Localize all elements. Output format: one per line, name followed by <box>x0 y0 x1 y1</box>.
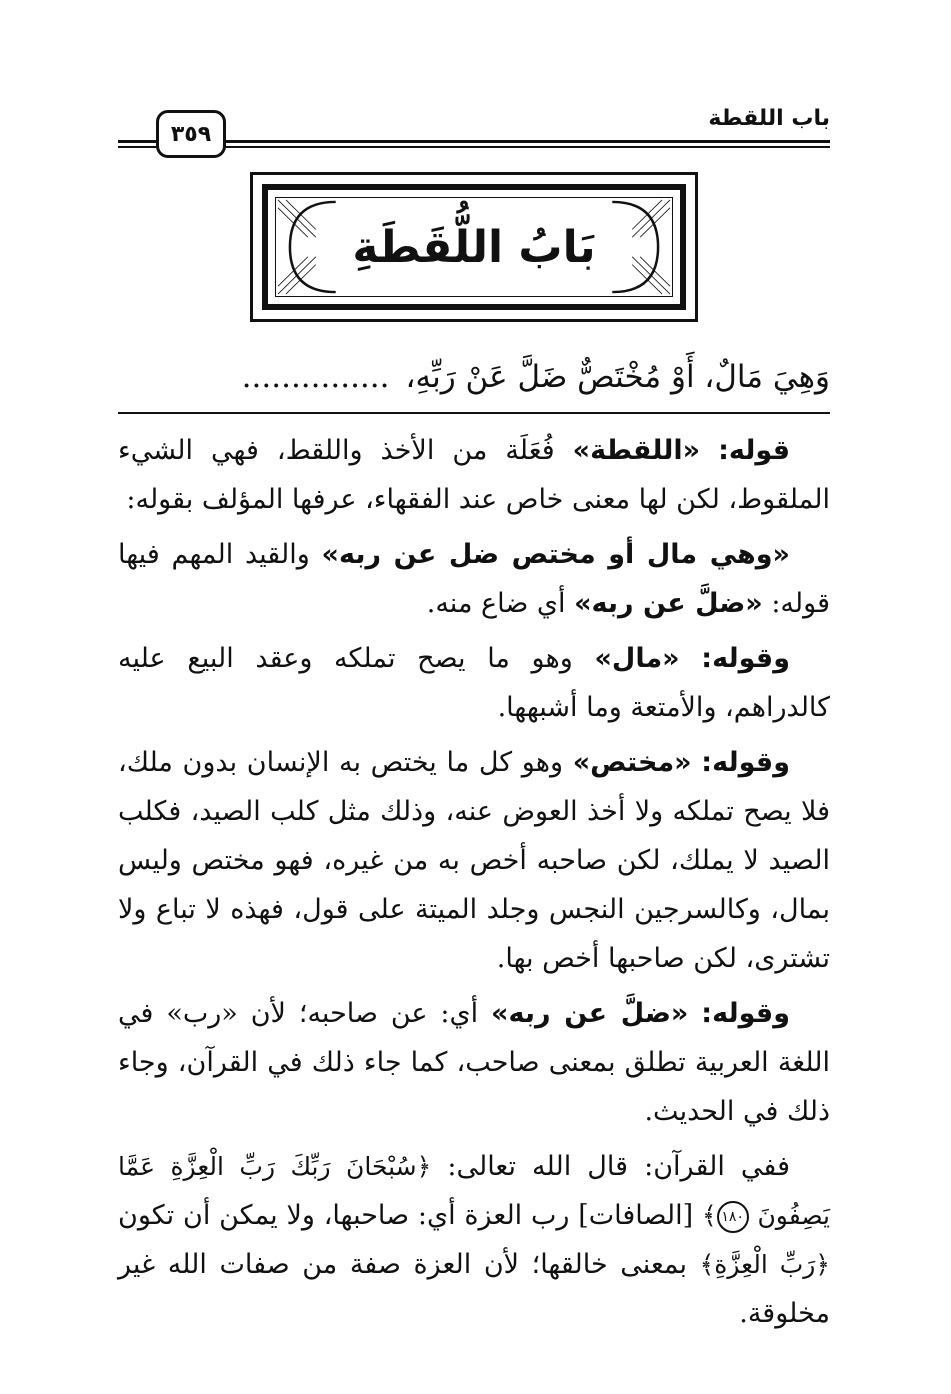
running-header <box>118 104 830 160</box>
paragraph-text: ففي القرآن: قال الله تعالى: <box>431 1151 790 1182</box>
paragraph-text: وهو كل ما يختص به الإنسان بدون ملك، فلا يصح تملكه ولا أخذ العوض عنه، وذلك مثل كلب الصيد، فكلب الصيد لا يملك، لكن صاحبه أخص به من غيره، فهو مختص وليس بمال، وكالسرجين النجس وجلد الميتة على قول، فهذه لا تباع ولا تشترى، لكن صاحبها أخص بها. <box>118 747 830 974</box>
paragraph-text: [الصافات] رب العزة أي: صاحبها، ولا يمكن أن تكون <box>118 1200 702 1231</box>
paragraph-mukhtass <box>118 738 830 983</box>
matn-divider <box>118 412 830 414</box>
frame-border <box>262 184 686 310</box>
quoted-term: «ضلَّ عن ربه» <box>574 588 763 619</box>
quran-verse: ﴿سُبْحَانَ رَبِّكَ رَبِّ الْعِزَّةِ عَمَّا يَصِفُونَ <box>118 1152 830 1230</box>
page-number: ٣٥٩ <box>156 110 226 158</box>
keyword: وقوله: <box>701 998 790 1029</box>
quoted-term: «مختص» <box>572 747 692 778</box>
quoted-term: «وهي مال أو مختص ضل عن ربه» <box>321 539 790 570</box>
paragraph-definition <box>118 426 830 524</box>
quoted-term: «ضلَّ عن ربه» <box>491 998 689 1029</box>
matn-dots: ............... <box>241 359 390 395</box>
paragraph-text: فُعَلَة من الأخذ واللقط، فهي الشيء الملقوط، لكن لها معنى خاص عند الفقهاء، عرفها المؤلف بقوله: <box>118 435 830 515</box>
keyword: وقوله: <box>701 747 790 778</box>
paragraph-text: والقيد المهم فيها قوله: <box>118 539 830 619</box>
chapter-title: بَابُ اللُّقَطَةِ <box>352 221 596 273</box>
paragraph-text: بمعنى خالقها؛ لأن العزة صفة من صفات الله غير مخلوقة. <box>118 1249 830 1329</box>
paragraph-text: وهو ما يصح تملكه وعقد البيع عليه كالدراهم، والأمتعة وما أشبهها. <box>118 643 830 723</box>
keyword: قوله: <box>718 435 790 466</box>
quran-quote: ﴿رَبِّ الْعِزَّةِ﴾ <box>699 1250 830 1279</box>
matn-text: وَهِيَ مَالٌ، أَوْ مُخْتَصٌّ ضَلَّ عَنْ رَبِّهِ، <box>405 359 830 395</box>
ayah-number-icon: ١٨٠ <box>717 1201 749 1233</box>
quran-bracket: ﴾ <box>701 1201 717 1230</box>
quoted-term: «مال» <box>594 643 680 674</box>
running-title: باب اللقطة <box>700 106 830 131</box>
paragraph-text: أي ضاع منه. <box>426 588 575 619</box>
keyword: وقوله: <box>701 643 790 674</box>
paragraph-mal <box>118 634 830 732</box>
matn-line <box>118 352 830 402</box>
paragraph-text: أي: عن صاحبه؛ لأن «رب» في اللغة العربية تطلق بمعنى صاحب، كما جاء ذلك في القرآن، وجاء ذلك في الحديث. <box>118 998 830 1127</box>
commentary-body <box>118 426 830 1344</box>
paragraph-matn-quote <box>118 530 830 628</box>
chapter-title-frame <box>250 172 698 322</box>
paragraph-quran <box>118 1142 830 1338</box>
quoted-term: «اللقطة» <box>572 435 701 466</box>
paragraph-dalla <box>118 989 830 1136</box>
frame-core <box>275 197 673 297</box>
